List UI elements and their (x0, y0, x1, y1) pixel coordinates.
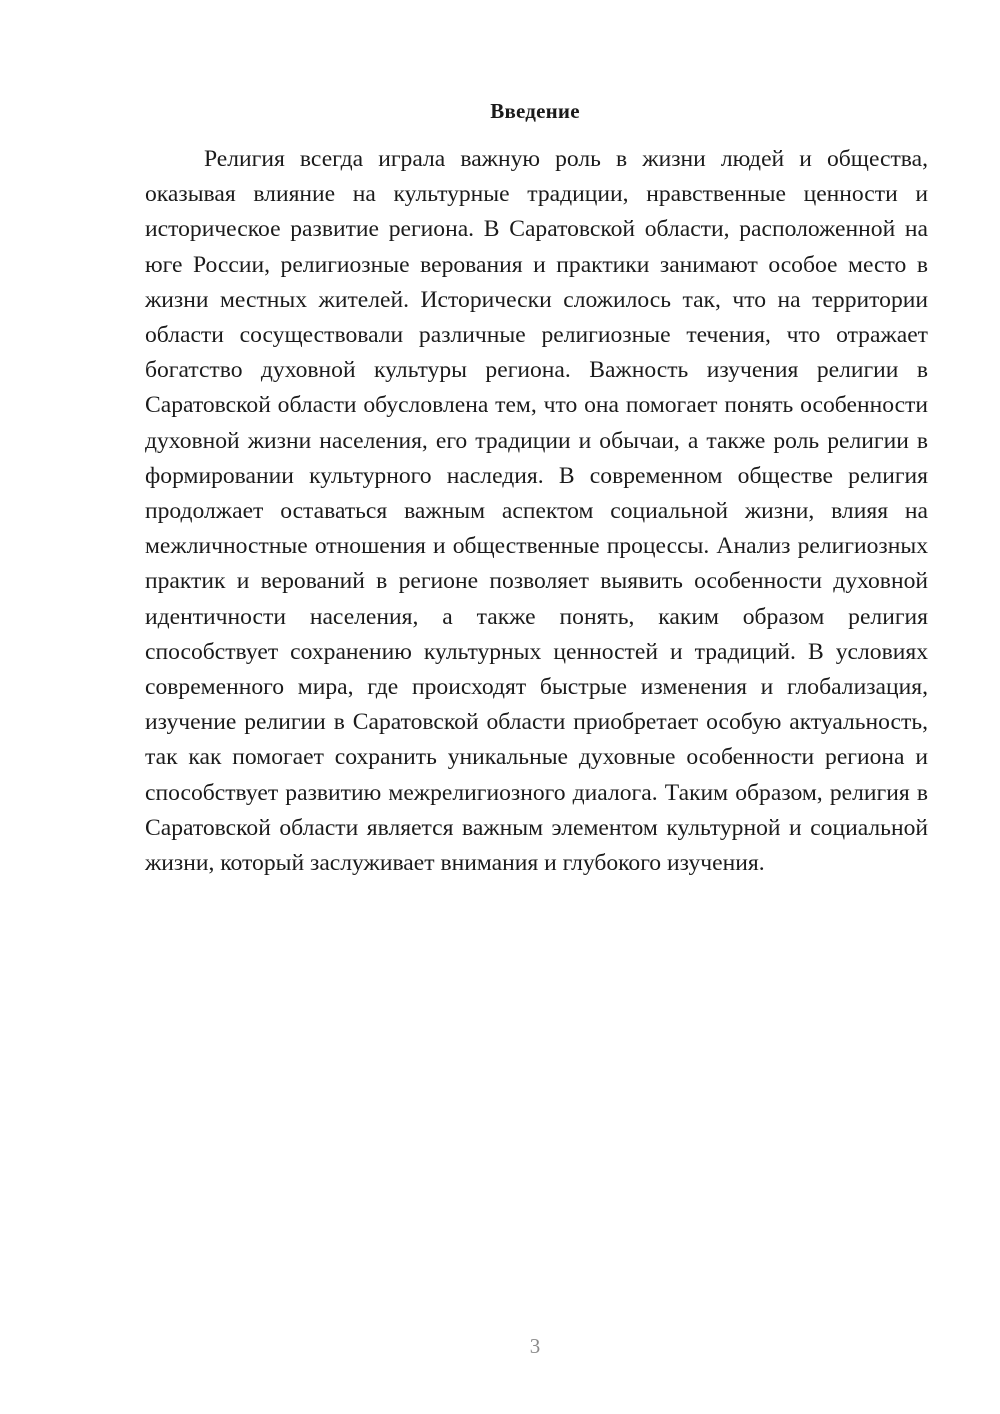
page-number: 3 (529, 1334, 541, 1358)
page-title: Введение (490, 99, 580, 123)
introduction-paragraph: Религия всегда играла важную роль в жизни людей и общества, оказывая влияние на культурные традиции, нравственные ценности и историческое развитие региона. В Саратовской области, расположенной на юге России, религиозные верования и практики занимают особое место в жизни местных жителей. Исторически сложилось так, что на территории области сосуществовали различные религиозные течения, что отражает богатство духовной культуры региона. Важность изучения религии в Саратовской области обусловлена тем, что она помогает понять особенности духовной жизни населения, его традиции и обычаи, а также роль религии в формировании культурного наследия. В современном обществе религия продолжает оставаться важным аспектом социальной жизни, влияя на межличностные отношения и общественные процессы. Анализ религиозных практик и верований в регионе позволяет выявить особенности духовной идентичности населения, а также понять, каким образом религия способствует сохранению культурных ценностей и традиций. В условиях современного мира, где происходят быстрые изменения и глобализация, изучение религии в Саратовской области приобретает особую актуальность, так как помогает сохранить уникальные духовные особенности региона и способствует развитию межрелигиозного диалога. Таким образом, религия в Саратовской области является важным элементом культурной и социальной жизни, который заслуживает внимания и глубокого изучения. (145, 146, 928, 877)
